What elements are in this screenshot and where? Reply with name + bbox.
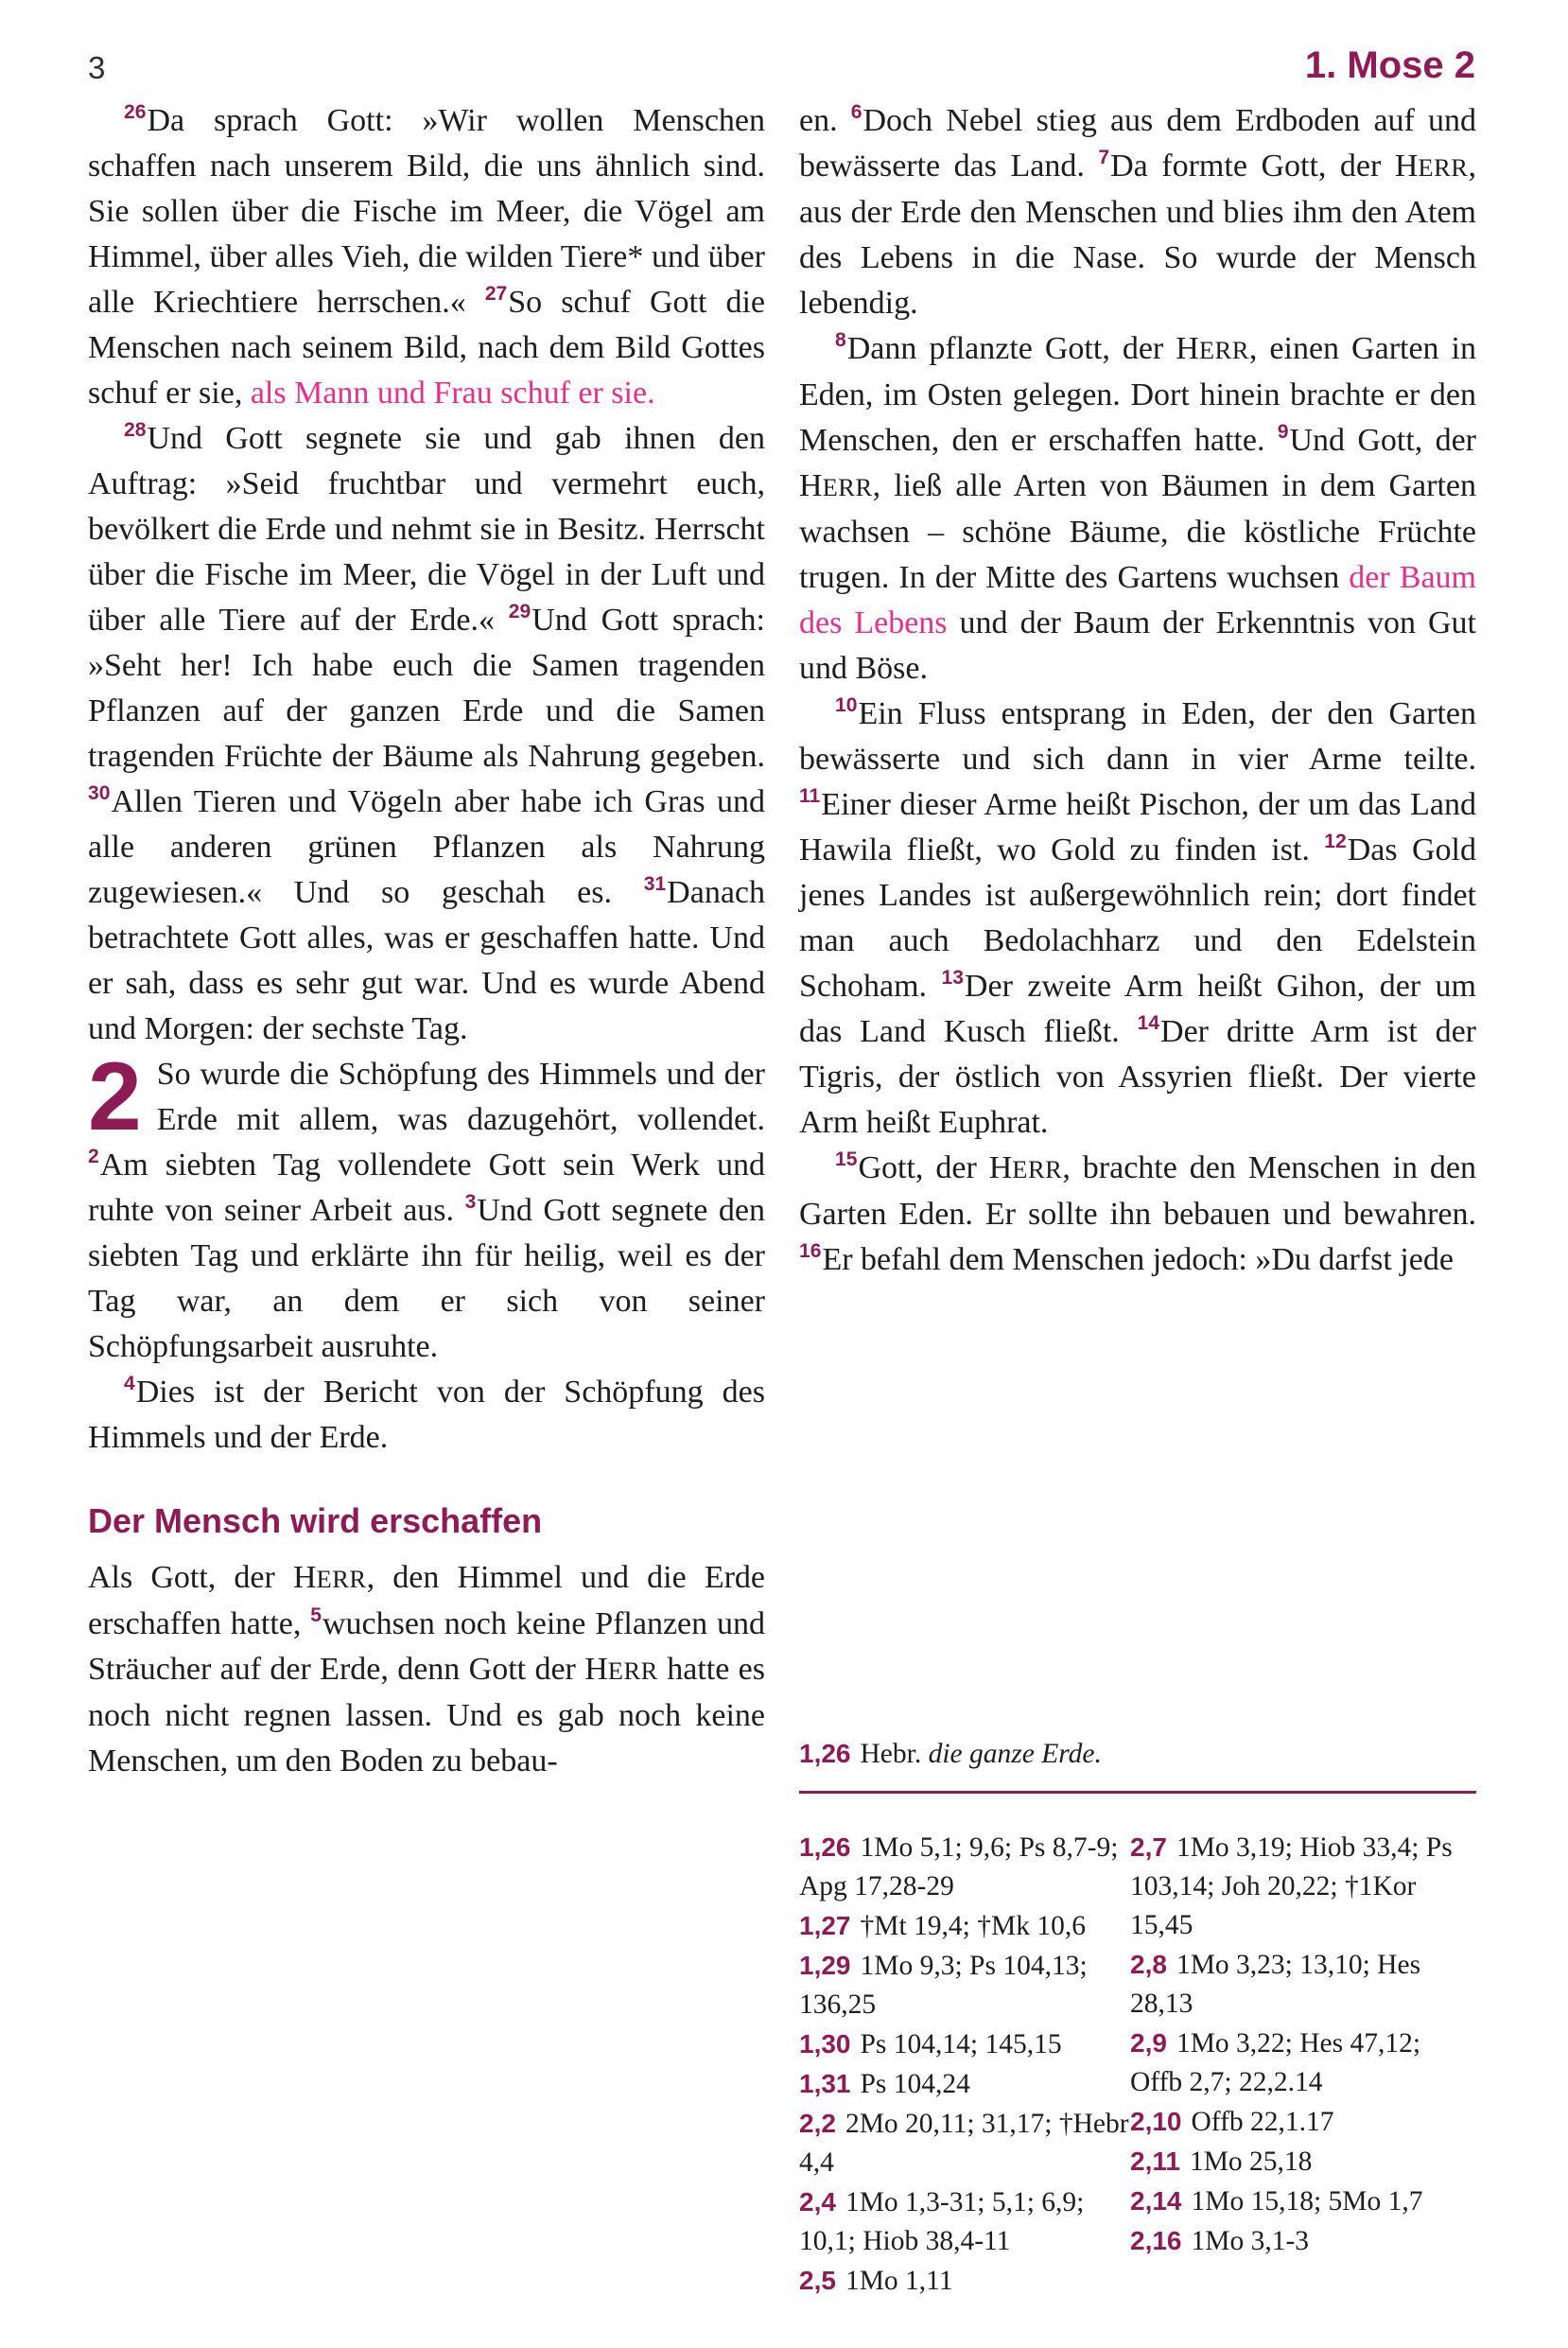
divine-name bbox=[989, 1150, 1063, 1185]
footnote-italic-text: die ganze Erde. bbox=[928, 1739, 1102, 1769]
verse-text: 1Mo 9,3; Ps 104,13; 136,25 bbox=[799, 1951, 1088, 2020]
cross-references bbox=[799, 1828, 1476, 2301]
verse-number: 11 bbox=[799, 784, 821, 807]
verse-text: Und Gott sprach: »Seht her! Ich habe euch die Samen tragenden Pflanzen auf der ganzen Erde und die Samen tragenden Früchte der Bäume als Nahrung gegeben. bbox=[88, 603, 765, 774]
verse-text: Allen Tieren und Vögeln aber habe ich Gras und alle anderen grünen Pflanzen als Nahrung zugewiesen.« Und so geschah es. bbox=[88, 784, 765, 910]
divine-name-smallcaps: ERR bbox=[316, 1565, 367, 1593]
divine-name bbox=[799, 468, 873, 503]
verse-text: So wurde die Schöpfung des Himmels und der Erde mit allem, was dazugehört, vollendet. bbox=[156, 1057, 765, 1137]
cross-reference-entry bbox=[1130, 2102, 1476, 2142]
verse-text: Das Gold jenes Landes ist außergewöhnlich rein; dort findet man auch Bedolachharz und den Edelstein Schoham. bbox=[799, 832, 1476, 1004]
verse-text: Der dritte Arm ist der Tigris, der östlich von Assyrien fließt. Der vierte Arm heißt Euphrat. bbox=[799, 1014, 1476, 1140]
verse-text: , einen Garten in Eden, im Osten gelegen. Dort hinein brachte er den Menschen, den er erschaffen hatte. bbox=[799, 331, 1477, 458]
verse-reference-label: 1,26 bbox=[799, 1739, 851, 1768]
cross-reference-entry bbox=[1130, 1828, 1476, 1945]
paragraph bbox=[88, 1555, 765, 1784]
cross-reference-entry bbox=[799, 2104, 1130, 2182]
verse-text: 1Mo 3,22; Hes 47,12; Offb 2,7; 22,2.14 bbox=[1130, 2028, 1421, 2097]
verse-text: hatte es noch nicht regnen lassen. Und es gab noch keine Menschen, um den Boden zu bebau- bbox=[88, 1652, 765, 1779]
verse-text: Er befahl dem Menschen jedoch: »Du darfst jede bbox=[822, 1242, 1454, 1277]
divine-name bbox=[293, 1560, 367, 1595]
section-heading: Der Mensch wird erschaffen bbox=[88, 1501, 543, 1540]
verse-text: Ps 104,24 bbox=[860, 2069, 970, 2099]
verse-number: 12 bbox=[1324, 830, 1347, 852]
verse-text: 2Mo 20,11; 31,17; †Hebr 4,4 bbox=[799, 2109, 1129, 2178]
verse-text: Und Gott segnete sie und gab ihnen den Auftrag: »Seid fruchtbar und vermehrt euch, bevölkert die Erde und nehmt sie in Besitz. Herrscht über die Fische im Meer, die Vögel in der Luft und über alle Tiere auf der Erde.« bbox=[88, 421, 765, 638]
verse-reference-label: 2,16 bbox=[1130, 2226, 1182, 2255]
paragraph bbox=[88, 416, 765, 1052]
divine-name-smallcaps: ERR bbox=[607, 1656, 658, 1685]
verse-number: 29 bbox=[508, 600, 531, 622]
verse-text: 1Mo 3,1-3 bbox=[1191, 2226, 1310, 2256]
divine-name bbox=[584, 1652, 658, 1687]
divine-name-smallcaps: ERR bbox=[1012, 1155, 1063, 1183]
paragraph bbox=[799, 1146, 1476, 1283]
cross-references-column-right bbox=[1130, 1828, 1476, 2301]
verse-number: 15 bbox=[835, 1148, 858, 1170]
verse-text: Dann pflanzte Gott, der bbox=[846, 331, 1176, 366]
verse-number: 26 bbox=[124, 100, 147, 123]
divine-name-smallcaps: ERR bbox=[822, 473, 873, 501]
verse-text: 1Mo 1,11 bbox=[845, 2266, 953, 2296]
verse-number: 28 bbox=[124, 418, 147, 441]
cross-reference-entry bbox=[1130, 1945, 1476, 2024]
notes-block bbox=[799, 1734, 1476, 2301]
page-number: 3 bbox=[88, 50, 106, 85]
cross-reference-entry bbox=[1130, 2142, 1476, 2182]
verse-text: Als Gott, der bbox=[88, 1560, 293, 1595]
paragraph bbox=[799, 98, 1476, 326]
paragraph bbox=[88, 98, 765, 416]
verse-reference-label: 1,26 bbox=[799, 1832, 851, 1862]
cross-reference-entry bbox=[799, 2261, 1130, 2301]
verse-text: und der Baum der Erkenntnis von Gut und Böse. bbox=[799, 605, 1476, 686]
verse-text: Dies ist der Bericht von der Schöpfung des Himmels und der Erde. bbox=[88, 1375, 765, 1455]
verse-number: 16 bbox=[799, 1239, 822, 1262]
highlighted-phrase: der Baum des Lebens bbox=[799, 560, 1476, 640]
divine-name bbox=[1395, 149, 1469, 184]
verse-text: 1Mo 1,3-31; 5,1; 6,9; 10,1; Hiob 38,4-11 bbox=[799, 2187, 1085, 2256]
divine-name-initial: H bbox=[292, 1560, 317, 1595]
verse-reference-label: 1,29 bbox=[799, 1951, 851, 1980]
verse-reference-label: 2,10 bbox=[1130, 2107, 1182, 2136]
verse-number: 14 bbox=[1137, 1011, 1160, 1034]
cross-reference-entry bbox=[1130, 2024, 1476, 2102]
verse-reference-label: 1,27 bbox=[799, 1911, 851, 1940]
verse-reference-label: 2,8 bbox=[1130, 1950, 1167, 1979]
cross-references-column-left bbox=[799, 1828, 1130, 2301]
verse-reference-label: 1,30 bbox=[799, 2029, 851, 2059]
verse-number: 4 bbox=[124, 1372, 135, 1394]
verse-reference-label: 2,2 bbox=[799, 2109, 836, 2138]
verse-text: , aus der Erde den Menschen und blies ihm den Atem des Lebens in die Nase. So wurde der Mensch lebendig. bbox=[799, 149, 1476, 321]
verse-text: 1Mo 5,1; 9,6; Ps 8,7-9; Apg 17,28-29 bbox=[799, 1832, 1119, 1901]
verse-reference-label: 1,31 bbox=[799, 2069, 851, 2098]
verse-text: en. bbox=[799, 103, 851, 138]
verse-text: Und Gott segnete den siebten Tag und erklärte ihn für heilig, weil es der Tag war, an dem er sich von seiner Schöpfungsarbeit ausruhte. bbox=[88, 1193, 765, 1364]
verse-text: Gott, der bbox=[858, 1150, 989, 1185]
verse-number: 31 bbox=[643, 872, 667, 895]
verse-text: 1Mo 3,23; 13,10; Hes 28,13 bbox=[1130, 1950, 1421, 2019]
cross-reference-entry bbox=[799, 2064, 1130, 2104]
verse-number: 7 bbox=[1098, 146, 1110, 168]
notes-divider-rule bbox=[799, 1791, 1476, 1794]
verse-text: Offb 22,1.17 bbox=[1191, 2107, 1334, 2137]
text-column-right bbox=[799, 98, 1476, 1283]
verse-text: Hebr. bbox=[860, 1739, 929, 1769]
divine-name-smallcaps: ERR bbox=[1418, 153, 1469, 182]
divine-name-initial: H bbox=[988, 1150, 1013, 1185]
verse-text: Einer dieser Arme heißt Pischon, der um das Land Hawila fließt, wo Gold zu finden ist. bbox=[799, 787, 1476, 867]
cross-reference-entry bbox=[1130, 2182, 1476, 2221]
cross-reference-entry bbox=[799, 1906, 1130, 1946]
verse-number: 9 bbox=[1277, 420, 1289, 443]
verse-text: wuchsen noch keine Pflanzen und Sträucher auf der Erde, denn Gott der bbox=[88, 1606, 766, 1687]
verse-text: , ließ alle Arten von Bäumen in dem Garten wachsen – schöne Bäume, die köstliche Früchte trugen. In der Mitte des Gartens wuchsen bbox=[799, 468, 1476, 595]
cross-reference-entry bbox=[799, 1828, 1130, 1906]
paragraph bbox=[799, 692, 1476, 1146]
verse-text: Und Gott, der bbox=[1289, 423, 1476, 458]
footnote bbox=[799, 1734, 1476, 1774]
verse-text: Ein Fluss entsprang in Eden, der den Garten bewässerte und sich dann in vier Arme teilte. bbox=[799, 696, 1476, 777]
divine-name-initial: H bbox=[799, 468, 823, 503]
verse-text: , den Himmel und die Erde erschaffen hatte, bbox=[88, 1560, 765, 1641]
cross-reference-entry bbox=[799, 2182, 1130, 2261]
chapter-start-paragraph bbox=[88, 1043, 765, 1370]
verse-text: , brachte den Menschen in den Garten Eden. Er sollte ihn bebauen und bewahren. bbox=[799, 1150, 1477, 1232]
divine-name-smallcaps: ERR bbox=[1198, 336, 1249, 364]
verse-number: 30 bbox=[88, 781, 111, 804]
verse-number: 8 bbox=[835, 328, 846, 351]
verse-number: 6 bbox=[850, 100, 862, 123]
paragraph bbox=[88, 1370, 765, 1461]
text-column-left bbox=[88, 98, 765, 1784]
verse-number: 10 bbox=[835, 693, 858, 716]
verse-number: 5 bbox=[310, 1603, 322, 1626]
verse-text: Da sprach Gott: »Wir wollen Menschen schaffen nach unserem Bild, die uns ähnlich sind. Sie sollen über die Fische im Meer, die Vögel am Himmel, über alles Vieh, die wilden Tiere* und über alle Kriechtiere herrschen.« bbox=[88, 103, 765, 320]
verse-text: 1Mo 25,18 bbox=[1189, 2146, 1313, 2177]
divine-name-initial: H bbox=[584, 1652, 608, 1687]
verse-reference-label: 2,7 bbox=[1130, 1832, 1167, 1862]
verse-text: Ps 104,14; 145,15 bbox=[860, 2029, 1062, 2059]
divine-name-initial: H bbox=[1176, 331, 1199, 366]
verse-text: 1Mo 3,19; Hiob 33,4; Ps 103,14; Joh 20,22; †1Kor 15,45 bbox=[1130, 1832, 1453, 1940]
verse-reference-label: 2,4 bbox=[799, 2187, 836, 2217]
verse-number: 2 bbox=[88, 1145, 99, 1167]
verse-number: 13 bbox=[941, 966, 964, 989]
verse-text: So schuf Gott die Menschen nach seinem Bild, nach dem Bild Gottes schuf er sie, bbox=[88, 285, 765, 411]
verse-text: Danach betrachtete Gott alles, was er geschaffen hatte. Und er sah, dass es sehr gut war. Und es wurde Abend und Morgen: der sechste Tag. bbox=[88, 875, 765, 1046]
verse-text: 1Mo 15,18; 5Mo 1,7 bbox=[1191, 2186, 1423, 2217]
verse-number: 27 bbox=[484, 282, 508, 305]
cross-reference-entry bbox=[799, 2024, 1130, 2064]
verse-text: †Mt 19,4; †Mk 10,6 bbox=[860, 1911, 1086, 1941]
verse-text: Der zweite Arm heißt Gihon, der um das Land Kusch fließt. bbox=[799, 969, 1476, 1049]
verse-reference-label: 2,11 bbox=[1130, 2146, 1180, 2176]
cross-reference-entry bbox=[1130, 2221, 1476, 2261]
running-head-chapter: 1. Mose 2 bbox=[1304, 44, 1475, 86]
divine-name-initial: H bbox=[1394, 149, 1419, 184]
verse-reference-label: 2,5 bbox=[799, 2266, 836, 2295]
divine-name bbox=[1176, 331, 1249, 366]
verse-text: Doch Nebel stieg aus dem Erdboden auf und bewässerte das Land. bbox=[799, 103, 1477, 184]
highlighted-phrase: als Mann und Frau schuf er sie. bbox=[250, 376, 655, 411]
cross-reference-entry bbox=[799, 1946, 1130, 2024]
verse-number: 3 bbox=[464, 1190, 477, 1213]
verse-reference-label: 2,9 bbox=[1130, 2028, 1167, 2058]
chapter-number-dropcap: 2 bbox=[88, 1043, 142, 1150]
paragraph bbox=[799, 326, 1476, 692]
verse-reference-label: 2,14 bbox=[1130, 2186, 1182, 2216]
verse-text: Da formte Gott, der bbox=[1110, 149, 1395, 184]
verse-text: Am siebten Tag vollendete Gott sein Werk und ruhte von seiner Arbeit aus. bbox=[88, 1148, 765, 1228]
